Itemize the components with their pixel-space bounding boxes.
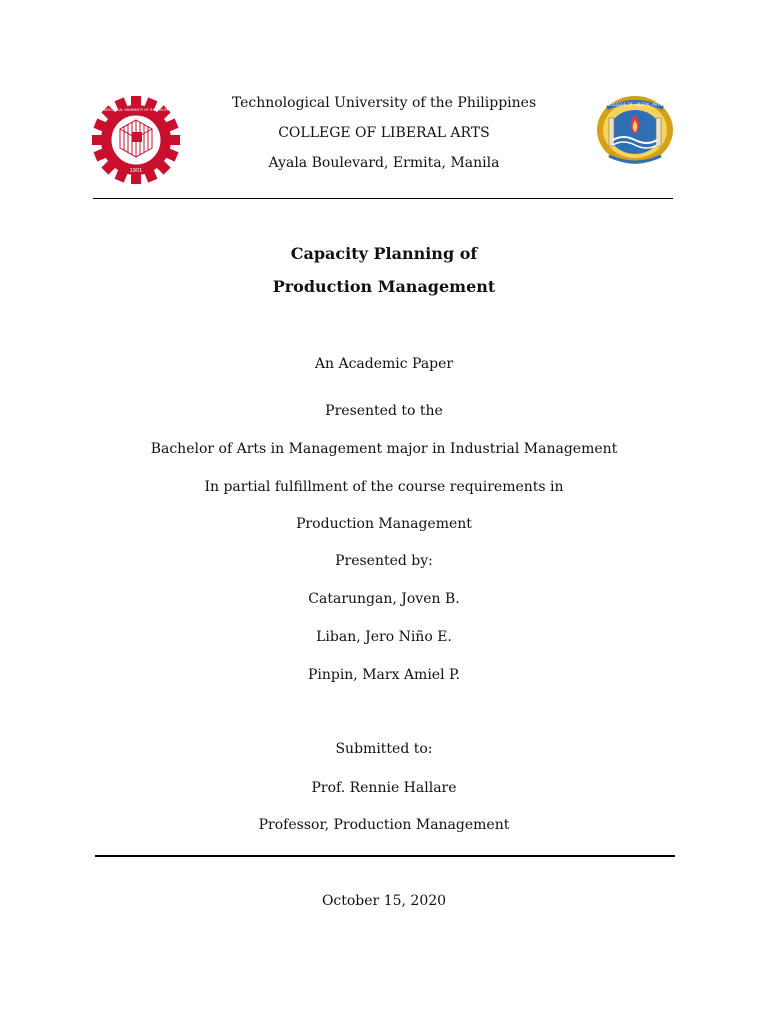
presented-to-label: Presented to the xyxy=(325,403,443,419)
author-3: Pinpin, Marx Amiel P. xyxy=(307,667,461,683)
professor-name: Prof. Rennie Hallare xyxy=(311,780,457,796)
paper-title-line-1: Capacity Planning of xyxy=(290,244,478,263)
presented-by-label: Presented by: xyxy=(335,553,433,569)
professor-title: Professor, Production Management xyxy=(258,817,510,833)
header-divider xyxy=(93,198,673,199)
cla-seal-text: COLLEGE OF LIBERAL ARTS xyxy=(607,102,663,107)
paper-title-line-2: Production Management xyxy=(272,277,496,296)
author-1: Catarungan, Joven B. xyxy=(308,591,460,607)
tup-seal-text: TECHNOLOGICAL UNIVERSITY OF THE PHILIPPINES xyxy=(95,108,177,112)
submitted-to-label: Submitted to: xyxy=(335,741,433,757)
course-name: Production Management xyxy=(296,516,472,532)
cla-seal-icon xyxy=(595,94,675,166)
tup-seal-year: 1901 xyxy=(129,168,143,174)
fulfillment-statement: In partial fulfillment of the course requirements in xyxy=(204,479,564,495)
cla-seal-logo xyxy=(595,94,675,166)
paper-type: An Academic Paper xyxy=(314,356,454,372)
college-name: COLLEGE OF LIBERAL ARTS xyxy=(278,125,490,141)
university-name: Technological University of the Philippines xyxy=(231,95,537,111)
university-address: Ayala Boulevard, Ermita, Manila xyxy=(268,155,500,171)
degree-program: Bachelor of Arts in Management major in Industrial Management xyxy=(150,441,618,457)
footer-divider xyxy=(95,855,675,857)
author-2: Liban, Jero Niño E. xyxy=(316,629,452,645)
submission-date: October 15, 2020 xyxy=(321,893,447,909)
